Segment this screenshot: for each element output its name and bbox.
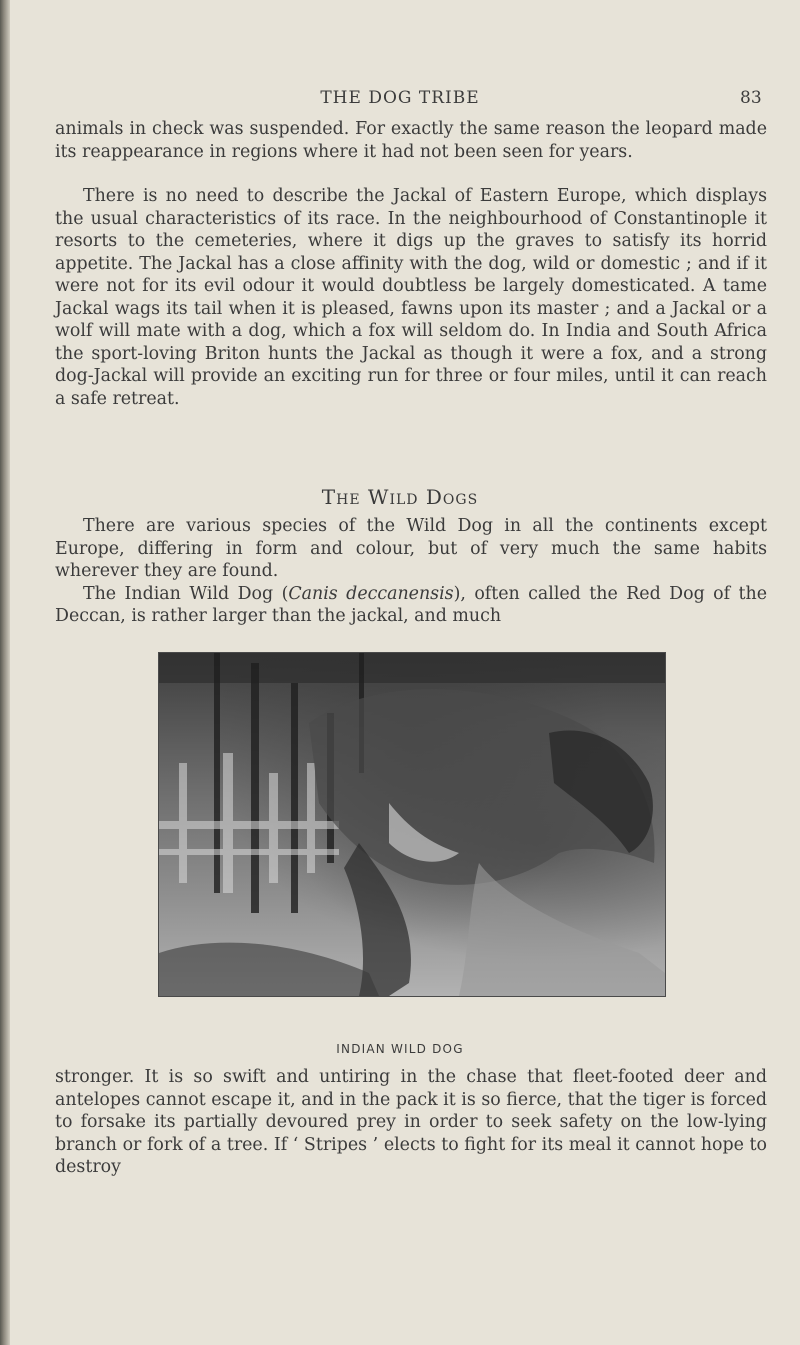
paragraph-jackal: There is no need to describe the Jackal of Eastern Europe, which displays the usual characteristics of its race. In the neighbourhood of Constantinople it resorts to the cemeteries, where it digs up the graves to satisfy its horrid appetite. The Jackal has a close affinity with the dog, wild or domestic ; and if it were not for its evil odour it would doubtless be largely domesticated. A tame Jackal wags its tail when it is pleased, fawns upon its master ; and a Jackal or a wolf will mate with a dog, which a fox will seldom do. In India and South Africa the sport-loving Briton hunts the Jackal as though it were a fox, and a strong dog-Jackal will provide an exciting run for three or four miles, until it can reach a safe retreat. (55, 186, 767, 409)
section-heading: The Wild Dogs (321, 485, 479, 509)
scientific-name: Canis deccanensis (288, 583, 454, 604)
photo-plate (158, 652, 666, 997)
top-text (55, 118, 767, 410)
section-text (55, 515, 767, 628)
page-header (0, 88, 800, 112)
page-binding-edge (0, 0, 10, 1345)
running-head: THE DOG TRIBE (320, 88, 480, 108)
paragraph-text-before: The Indian Wild Dog ( (83, 583, 289, 604)
paragraph-text-after: ), often called the Red Dog of the Deccan, is rather larger than the jackal, and much (55, 583, 767, 626)
figure-caption: INDIAN WILD DOG (336, 1042, 464, 1056)
paragraph-continuation: animals in check was suspended. For exactly the same reason the leopard made its reappearance in regions where it had not been seen for years. (55, 119, 767, 162)
wild-dog-photo (159, 653, 665, 996)
paragraph-continued: stronger. It is so swift and untiring in the chase that fleet-footed deer and antelopes cannot escape it, and in the pack it is so fierce, that the tiger is forced to forsake its partially devoured prey in order to seek safety on the low-lying branch or fork of a tree. If ‘ Stripes ’ elects to fight for its meal it cannot hope to destroy (55, 1067, 767, 1177)
bottom-text (55, 1066, 767, 1179)
page-number: 83 (740, 88, 762, 108)
paragraph-indian-wild-dog (55, 583, 767, 628)
paragraph-wild-dog-species: There are various species of the Wild Dog in all the continents except Europe, differing in form and colour, but of very much the same habits wherever they are found. (55, 516, 767, 581)
